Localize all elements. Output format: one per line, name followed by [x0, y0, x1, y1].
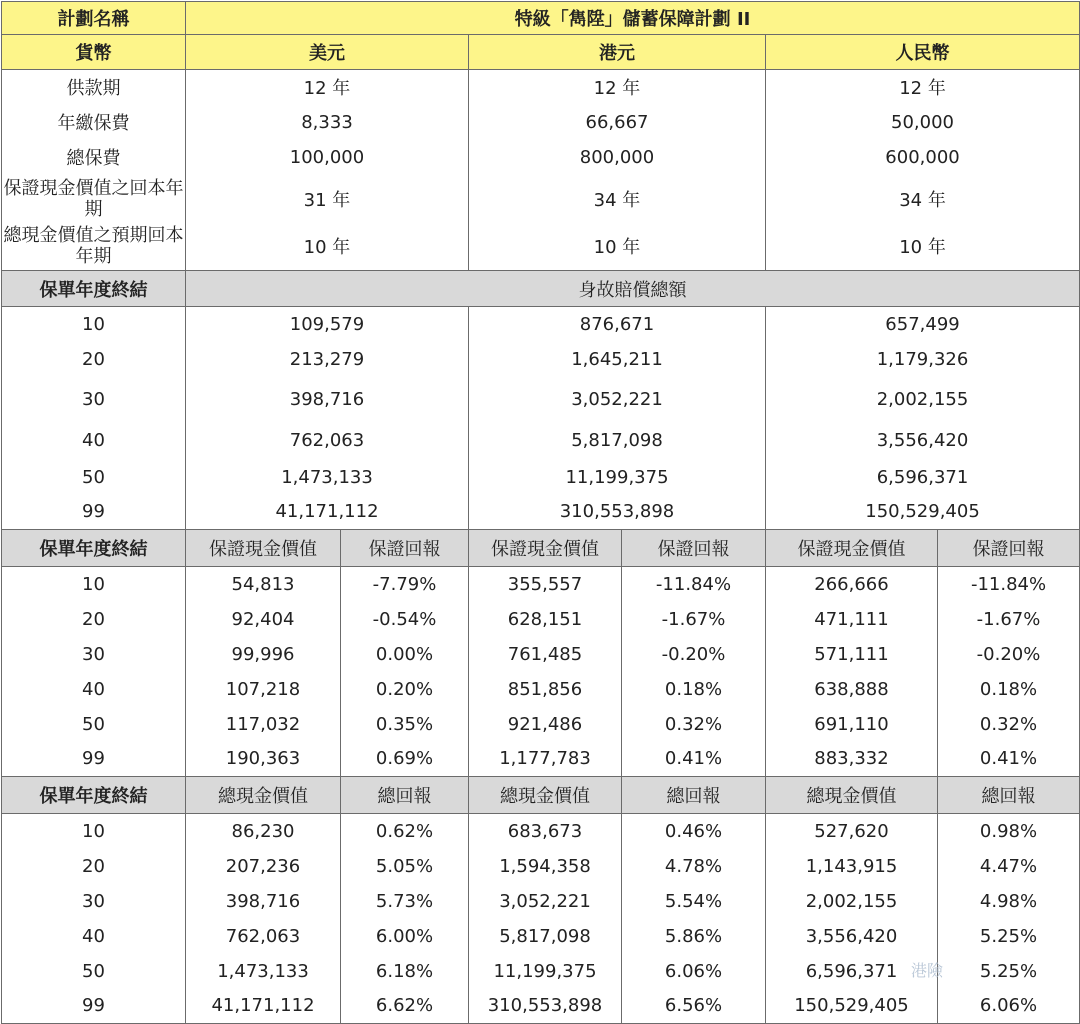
guaranteed-value: 471,111 — [766, 602, 938, 637]
guaranteed-value: 1,177,783 — [469, 742, 622, 777]
total-return: 5.86% — [622, 919, 766, 954]
total-return-header: 總回報 — [622, 777, 766, 814]
death-benefit-value: 41,171,112 — [186, 495, 469, 530]
guaranteed-value-header: 保證現金價值 — [469, 530, 622, 567]
death-benefit-title: 身故賠償總額 — [186, 271, 1080, 307]
death-benefit-value: 6,596,371 — [766, 460, 1080, 495]
total-return: 6.62% — [341, 989, 469, 1024]
death-benefit-value: 11,199,375 — [469, 460, 766, 495]
death-benefit-value: 213,279 — [186, 342, 469, 377]
death-benefit-value: 3,556,420 — [766, 422, 1080, 460]
summary-value: 100,000 — [186, 140, 469, 175]
total-value: 398,716 — [186, 884, 341, 919]
guaranteed-value: 638,888 — [766, 672, 938, 707]
guaranteed-return: -0.54% — [341, 602, 469, 637]
guaranteed-value: 117,032 — [186, 707, 341, 742]
summary-row — [2, 175, 1080, 223]
plan-name-row — [2, 2, 1080, 35]
summary-label: 年繳保費 — [2, 105, 186, 140]
policy-year: 99 — [2, 495, 186, 530]
death-benefit-value: 109,579 — [186, 307, 469, 342]
guaranteed-value-header: 保證現金價值 — [766, 530, 938, 567]
total-return: 4.98% — [938, 884, 1080, 919]
watermark — [903, 957, 1078, 985]
total-return: 4.78% — [622, 849, 766, 884]
currency-usd: 美元 — [186, 35, 469, 70]
death-benefit-value: 1,473,133 — [186, 460, 469, 495]
total-row — [2, 814, 1080, 849]
guaranteed-return: -1.67% — [622, 602, 766, 637]
death-benefit-value: 762,063 — [186, 422, 469, 460]
death-benefit-row — [2, 342, 1080, 377]
total-return: 5.73% — [341, 884, 469, 919]
guaranteed-return: -11.84% — [622, 567, 766, 602]
total-return: 6.18% — [341, 954, 469, 989]
guaranteed-value: 691,110 — [766, 707, 938, 742]
death-benefit-value: 310,553,898 — [469, 495, 766, 530]
guaranteed-row — [2, 567, 1080, 602]
guaranteed-return: -7.79% — [341, 567, 469, 602]
guaranteed-header-row — [2, 530, 1080, 567]
summary-row — [2, 105, 1080, 140]
currency-rmb: 人民幣 — [766, 35, 1080, 70]
policy-year: 40 — [2, 919, 186, 954]
guaranteed-return-header: 保證回報 — [622, 530, 766, 567]
guaranteed-return-header: 保證回報 — [938, 530, 1080, 567]
total-return: 6.06% — [938, 989, 1080, 1024]
policy-year: 99 — [2, 989, 186, 1024]
currency-hkd: 港元 — [469, 35, 766, 70]
guaranteed-return: 0.00% — [341, 637, 469, 672]
policy-year: 50 — [2, 707, 186, 742]
summary-value: 8,333 — [186, 105, 469, 140]
total-return: 6.06% — [622, 954, 766, 989]
guaranteed-value: 355,557 — [469, 567, 622, 602]
total-value: 207,236 — [186, 849, 341, 884]
total-header-row — [2, 777, 1080, 814]
summary-value: 10 年 — [469, 223, 766, 271]
guaranteed-return: 0.18% — [622, 672, 766, 707]
summary-row — [2, 140, 1080, 175]
total-value: 5,817,098 — [469, 919, 622, 954]
guaranteed-value: 99,996 — [186, 637, 341, 672]
total-value-header: 總現金價值 — [469, 777, 622, 814]
death-benefit-row — [2, 460, 1080, 495]
total-return: 0.62% — [341, 814, 469, 849]
summary-value: 50,000 — [766, 105, 1080, 140]
policy-year: 40 — [2, 672, 186, 707]
policy-year: 20 — [2, 602, 186, 637]
guaranteed-row — [2, 742, 1080, 777]
total-value: 6,596,371 — [766, 954, 938, 989]
plan-name-label: 計劃名稱 — [2, 2, 186, 35]
total-value: 3,556,420 — [766, 919, 938, 954]
death-benefit-value: 398,716 — [186, 377, 469, 422]
total-value: 1,594,358 — [469, 849, 622, 884]
guaranteed-return: -1.67% — [938, 602, 1080, 637]
guaranteed-row — [2, 707, 1080, 742]
guaranteed-value: 628,151 — [469, 602, 622, 637]
total-value: 762,063 — [186, 919, 341, 954]
total-value: 3,052,221 — [469, 884, 622, 919]
guaranteed-return: 0.20% — [341, 672, 469, 707]
death-benefit-row — [2, 422, 1080, 460]
total-value: 1,473,133 — [186, 954, 341, 989]
total-row — [2, 989, 1080, 1024]
policy-year: 50 — [2, 954, 186, 989]
guaranteed-value: 266,666 — [766, 567, 938, 602]
total-value: 527,620 — [766, 814, 938, 849]
policy-year: 50 — [2, 460, 186, 495]
total-value: 310,553,898 — [469, 989, 622, 1024]
death-benefit-row — [2, 495, 1080, 530]
guaranteed-return: 0.32% — [622, 707, 766, 742]
summary-label: 總保費 — [2, 140, 186, 175]
guaranteed-value: 851,856 — [469, 672, 622, 707]
policy-year: 30 — [2, 884, 186, 919]
death-benefit-value: 2,002,155 — [766, 377, 1080, 422]
guaranteed-row — [2, 637, 1080, 672]
policy-year: 30 — [2, 377, 186, 422]
policy-year: 20 — [2, 342, 186, 377]
total-row — [2, 849, 1080, 884]
guaranteed-row — [2, 672, 1080, 707]
summary-label: 總現金價值之預期回本年期 — [2, 223, 186, 271]
guaranteed-row — [2, 602, 1080, 637]
year-header: 保單年度終結 — [2, 777, 186, 814]
currency-row — [2, 35, 1080, 70]
total-return: 5.25% — [938, 919, 1080, 954]
total-value-header: 總現金價值 — [186, 777, 341, 814]
guaranteed-value: 883,332 — [766, 742, 938, 777]
total-return: 0.46% — [622, 814, 766, 849]
summary-label: 供款期 — [2, 70, 186, 105]
policy-year: 10 — [2, 567, 186, 602]
summary-value: 31 年 — [186, 175, 469, 223]
guaranteed-return: 0.35% — [341, 707, 469, 742]
watermark-text: 港險 — [911, 961, 944, 980]
currency-label: 貨幣 — [2, 35, 186, 70]
summary-value: 66,667 — [469, 105, 766, 140]
policy-year: 10 — [2, 814, 186, 849]
guaranteed-value-header: 保證現金價值 — [186, 530, 341, 567]
policy-year: 20 — [2, 849, 186, 884]
guaranteed-return: 0.41% — [622, 742, 766, 777]
total-row — [2, 919, 1080, 954]
guaranteed-return: -0.20% — [622, 637, 766, 672]
summary-row — [2, 223, 1080, 271]
total-value: 683,673 — [469, 814, 622, 849]
guaranteed-value: 761,485 — [469, 637, 622, 672]
death-benefit-value: 657,499 — [766, 307, 1080, 342]
summary-value: 800,000 — [469, 140, 766, 175]
total-value: 86,230 — [186, 814, 341, 849]
summary-value: 10 年 — [766, 223, 1080, 271]
total-return: 6.00% — [341, 919, 469, 954]
death-benefit-value: 1,179,326 — [766, 342, 1080, 377]
total-return: 5.25% — [938, 954, 1080, 989]
total-value: 1,143,915 — [766, 849, 938, 884]
policy-year: 30 — [2, 637, 186, 672]
total-return-header: 總回報 — [938, 777, 1080, 814]
guaranteed-return: 0.41% — [938, 742, 1080, 777]
guaranteed-value: 571,111 — [766, 637, 938, 672]
total-return: 5.54% — [622, 884, 766, 919]
death-benefit-value: 5,817,098 — [469, 422, 766, 460]
total-value: 150,529,405 — [766, 989, 938, 1024]
death-benefit-row — [2, 307, 1080, 342]
policy-year: 40 — [2, 422, 186, 460]
guaranteed-return-header: 保證回報 — [341, 530, 469, 567]
summary-value: 10 年 — [186, 223, 469, 271]
total-row — [2, 884, 1080, 919]
guaranteed-return: -0.20% — [938, 637, 1080, 672]
plan-name: 特級「雋陞」儲蓄保障計劃 II — [186, 2, 1080, 35]
guaranteed-value: 92,404 — [186, 602, 341, 637]
policy-year: 10 — [2, 307, 186, 342]
total-return: 4.47% — [938, 849, 1080, 884]
summary-row — [2, 70, 1080, 105]
summary-value: 12 年 — [766, 70, 1080, 105]
death-benefit-header-row — [2, 271, 1080, 307]
guaranteed-return: 0.32% — [938, 707, 1080, 742]
guaranteed-return: 0.18% — [938, 672, 1080, 707]
death-benefit-row — [2, 377, 1080, 422]
death-benefit-value: 3,052,221 — [469, 377, 766, 422]
total-return: 5.05% — [341, 849, 469, 884]
guaranteed-return: 0.69% — [341, 742, 469, 777]
total-return: 6.56% — [622, 989, 766, 1024]
summary-value: 12 年 — [186, 70, 469, 105]
death-benefit-value: 876,671 — [469, 307, 766, 342]
death-benefit-value: 150,529,405 — [766, 495, 1080, 530]
policy-year: 99 — [2, 742, 186, 777]
total-return: 0.98% — [938, 814, 1080, 849]
total-value: 41,171,112 — [186, 989, 341, 1024]
year-header: 保單年度終結 — [2, 271, 186, 307]
summary-label: 保證現金價值之回本年期 — [2, 175, 186, 223]
insurance-plan-table — [1, 1, 1080, 1024]
guaranteed-value: 190,363 — [186, 742, 341, 777]
guaranteed-return: -11.84% — [938, 567, 1080, 602]
summary-value: 12 年 — [469, 70, 766, 105]
summary-value: 600,000 — [766, 140, 1080, 175]
total-return-header: 總回報 — [341, 777, 469, 814]
guaranteed-value: 107,218 — [186, 672, 341, 707]
summary-value: 34 年 — [469, 175, 766, 223]
guaranteed-value: 54,813 — [186, 567, 341, 602]
year-header: 保單年度終結 — [2, 530, 186, 567]
death-benefit-value: 1,645,211 — [469, 342, 766, 377]
total-value-header: 總現金價值 — [766, 777, 938, 814]
total-value: 2,002,155 — [766, 884, 938, 919]
summary-value: 34 年 — [766, 175, 1080, 223]
total-value: 11,199,375 — [469, 954, 622, 989]
guaranteed-value: 921,486 — [469, 707, 622, 742]
